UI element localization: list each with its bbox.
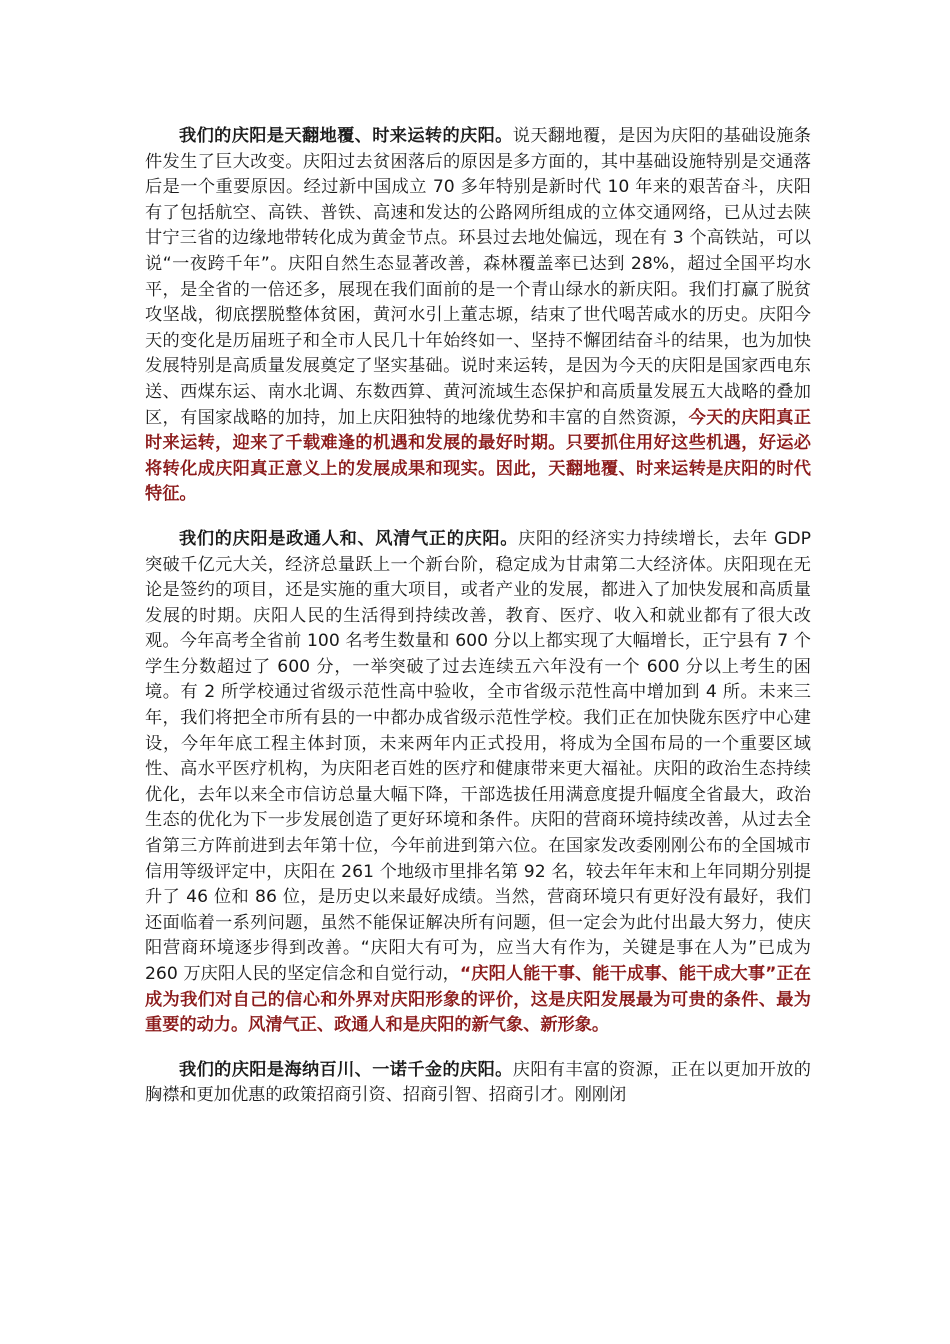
paragraph-2-lead: 我们的庆阳是政通人和、风清气正的庆阳。 (179, 528, 519, 549)
paragraph-1-body: 说天翻地覆，是因为庆阳的基础设施条件发生了巨大改变。庆阳过去贫困落后的原因是多方面的，其中基础设施特别是交通落后是一个重要原因。经过新中国成立 70 多年特别是新时代 10 年来的艰苦奋斗，庆阳有了包括航空、高铁、普铁、高速和发达的公路网所组成的立体交通网络，已从过去陕甘宁三省的边缘地带转化成为黄金节点。环县过去地处偏远，现在有 3 个高铁站，可以说“一夜跨千年”。庆阳自然生态显著改善，森林覆盖率已达到 28%，超过全国平均水平，是全省的一倍还多，展现在我们面前的是一个青山绿水的新庆阳。我们打赢了脱贫攻坚战，彻底摆脱整体贫困，黄河水引上董志塬，结束了世代喝苦咸水的历史。庆阳今天的变化是历届班子和全市人民几十年始终如一、坚持不懈团结奋斗的结果，也为加快发展特别是高质量发展奠定了坚实基础。说时来运转，是因为今天的庆阳是国家西电东送、西煤东运、南水北调、东数西算、黄河流域生态保护和高质量发展五大战略的叠加区，有国家战略的加持，加上庆阳独特的地缘优势和丰富的自然资源， (145, 126, 811, 428)
paragraph-1-lead: 我们的庆阳是天翻地覆、时来运转的庆阳。 (179, 126, 513, 146)
paragraph-2-emphasis: “庆阳人能干事、能干成事、能干成大事”正在成为我们对自己的信心和外界对庆阳形象的评价，这是庆阳发展最为可贵的条件、最为重要的动力。风清气正、政通人和是庆阳的新气象、新形象。 (145, 964, 811, 1036)
paragraph-2 (145, 527, 811, 1039)
paragraph-1 (145, 124, 811, 508)
paragraph-3 (145, 1058, 811, 1109)
paragraph-3-body: 庆阳有丰富的资源，正在以更加开放的胸襟和更加优惠的政策招商引资、招商引智、招商引才。刚刚闭 (145, 1059, 811, 1106)
paragraph-1-emphasis: 今天的庆阳真正时来运转，迎来了千载难逢的机遇和发展的最好时期。只要抓住用好这些机遇，好运必将转化成庆阳真正意义上的发展成果和现实。因此，天翻地覆、时来运转是庆阳的时代特征。 (145, 407, 811, 505)
paragraph-2-body: 庆阳的经济实力持续增长，去年 GDP 突破千亿元大关，经济总量跃上一个新台阶，稳定成为甘肃第二大经济体。庆阳现在无论是签约的项目，还是实施的重大项目，或者产业的发展，都进入了加快发展和高质量发展的时期。庆阳人民的生活得到持续改善，教育、医疗、收入和就业都有了很大改观。今年高考全省前 100 名考生数量和 600 分以上都实现了大幅增长，正宁县有 7 个学生分数超过了 600 分，一举突破了过去连续五六年没有一个 600 分以上考生的困境。有 2 所学校通过省级示范性高中验收，全市省级示范性高中增加到 4 所。未来三年，我们将把全市所有县的一中都办成省级示范性学校。我们正在加快陇东医疗中心建设，今年年底工程主体封顶，未来两年内正式投用，将成为全国布局的一个重要区域性、高水平医疗机构，为庆阳老百姓的医疗和健康带来更大福祉。庆阳的政治生态持续优化，去年以来全市信访总量大幅下降，干部选拔任用满意度提升幅度全省最大，政治生态的优化为下一步发展创造了更好环境和条件。庆阳的营商环境持续改善，从过去全省第三方阵前进到去年第十位，今年前进到第六位。在国家发改委刚刚公布的全国城市信用等级评定中，庆阳在 261 个地级市里排名第 92 名，较去年年末和上年同期分别提升了 46 位和 86 位，是历史以来最好成绩。当然，营商环境只有更好没有最好，我们还面临着一系列问题，虽然不能保证解决所有问题，但一定会为此付出最大努力，使庆阳营商环境逐步得到改善。“庆阳大有可为，应当大有作为，关键是事在人为”已成为 260 万庆阳人民的坚定信念和自觉行动， (145, 528, 811, 984)
paragraph-3-lead: 我们的庆阳是海纳百川、一诺千金的庆阳。 (179, 1059, 513, 1080)
document-page (145, 124, 811, 1128)
